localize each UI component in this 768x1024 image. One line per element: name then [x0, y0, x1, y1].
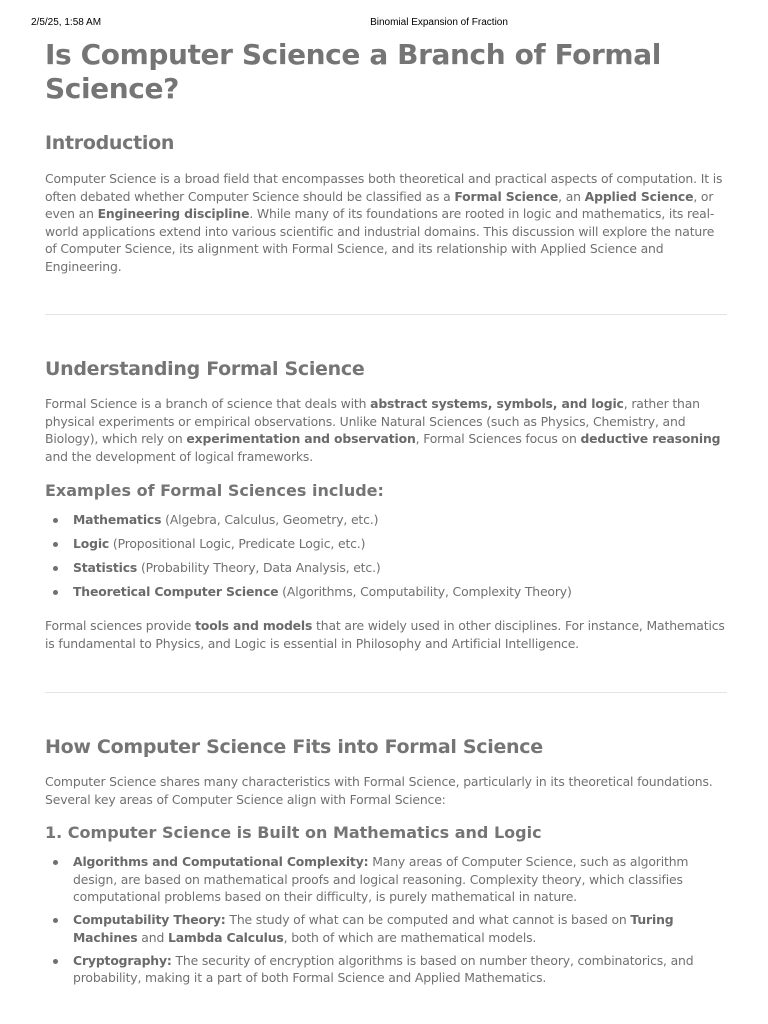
list-item — [45, 911, 727, 946]
text-run: The study of what can be computed and what cannot is based on — [225, 912, 631, 927]
text-run: and — [137, 929, 168, 945]
bold-term: Cryptography: — [73, 952, 172, 968]
print-doc-title: Binomial Expansion of Fraction — [370, 17, 508, 28]
text-run: The security of encryption algorithms is based on number theory, combinatorics, and probability, making it a part of both Formal Science and Applied Mathematics. — [73, 952, 694, 985]
section-divider — [45, 692, 727, 693]
cs-fits-list — [45, 853, 727, 992]
text-run: (Probability Theory, Data Analysis, etc.) — [137, 560, 381, 575]
list-item — [45, 853, 727, 906]
text-run: Formal sciences provide — [45, 618, 196, 633]
text-run: . While many of its foundations are rooted in logic and mathematics, its real-world applications extend into various scientific and industrial domains. This discussion will explore the nature of Computer Science, its alignment with Formal Science, and its relationship with Applied Science and Engineering. — [45, 206, 715, 274]
list-item — [45, 952, 727, 987]
list-item — [45, 511, 727, 529]
formal-science-paragraph — [45, 395, 727, 465]
text-run: that are widely used in other disciplines. For instance, Mathematics is fundamental to Physics, and Logic is essential in Philosophy and Artificial Intelligence. — [45, 618, 725, 651]
formal-science-paragraph-2 — [45, 617, 727, 652]
bold-term: experimentation and observation — [186, 431, 416, 446]
text-run: (Propositional Logic, Predicate Logic, etc.) — [109, 536, 366, 551]
bold-term: Engineering discipline — [97, 206, 250, 221]
bold-term: Statistics — [73, 560, 138, 575]
text-run: Many areas of Computer Science, such as algorithm design, are based on mathematical proofs and logical reasoning. Complexity theory, which classifies computational problems based on their difficulty, is purely mathematical in nature. — [73, 854, 689, 904]
text-run: , Formal Sciences focus on — [415, 431, 581, 446]
introduction-heading: Introduction — [45, 132, 175, 154]
examples-heading: Examples of Formal Sciences include: — [45, 481, 384, 500]
formal-science-heading: Understanding Formal Science — [45, 358, 365, 380]
bold-term: Algorithms and Computational Complexity: — [73, 854, 369, 869]
bold-term: Formal Science — [454, 188, 559, 204]
bold-term: Logic — [73, 536, 110, 551]
text-run: , or even an — [45, 188, 714, 221]
list-item — [45, 583, 727, 601]
section-divider — [45, 314, 727, 315]
bold-term: Turing Machines — [73, 912, 674, 945]
text-run: , an — [558, 188, 585, 204]
bold-term: Lambda Calculus — [167, 929, 284, 945]
list-item — [45, 535, 727, 553]
page-title: Is Computer Science a Branch of Formal Science? — [45, 38, 661, 105]
bold-term: deductive reasoning — [580, 431, 721, 446]
cs-fits-subheading: 1. Computer Science is Built on Mathematics and Logic — [45, 823, 542, 842]
cs-fits-heading: How Computer Science Fits into Formal Science — [45, 736, 543, 758]
bold-term: abstract systems, symbols, and logic — [370, 396, 624, 411]
examples-list — [45, 511, 727, 607]
bold-term: Applied Science — [584, 188, 694, 204]
text-run: Computer Science is a broad field that encompasses both theoretical and practical aspects of computation. It is often debated whether Computer Science should be classified as a — [45, 171, 723, 204]
print-header — [0, 17, 768, 31]
list-item — [45, 559, 727, 577]
text-run: , rather than physical experiments or empirical observations. Unlike Natural Sciences (such as Physics, Chemistry, and Biology), which rely on — [45, 396, 700, 446]
bold-term: Computability Theory: — [73, 912, 226, 927]
print-datetime: 2/5/25, 1:58 AM — [31, 17, 102, 28]
bold-term: Mathematics — [73, 512, 162, 527]
bold-term: Theoretical Computer Science — [73, 584, 279, 599]
text-run: and the development of logical frameworks. — [45, 448, 314, 464]
bold-term: tools and models — [195, 618, 313, 633]
text-run: Formal Science is a branch of science that deals with — [45, 396, 371, 411]
introduction-paragraph — [45, 170, 727, 275]
text-run: (Algorithms, Computability, Complexity Theory) — [278, 584, 572, 599]
text-run: , both of which are mathematical models. — [283, 929, 537, 945]
text-run: (Algebra, Calculus, Geometry, etc.) — [161, 512, 379, 527]
cs-fits-paragraph: Computer Science shares many characteristics with Formal Science, particularly in its theoretical foundations. Several key areas of Computer Science align with Formal Science: — [45, 774, 713, 807]
